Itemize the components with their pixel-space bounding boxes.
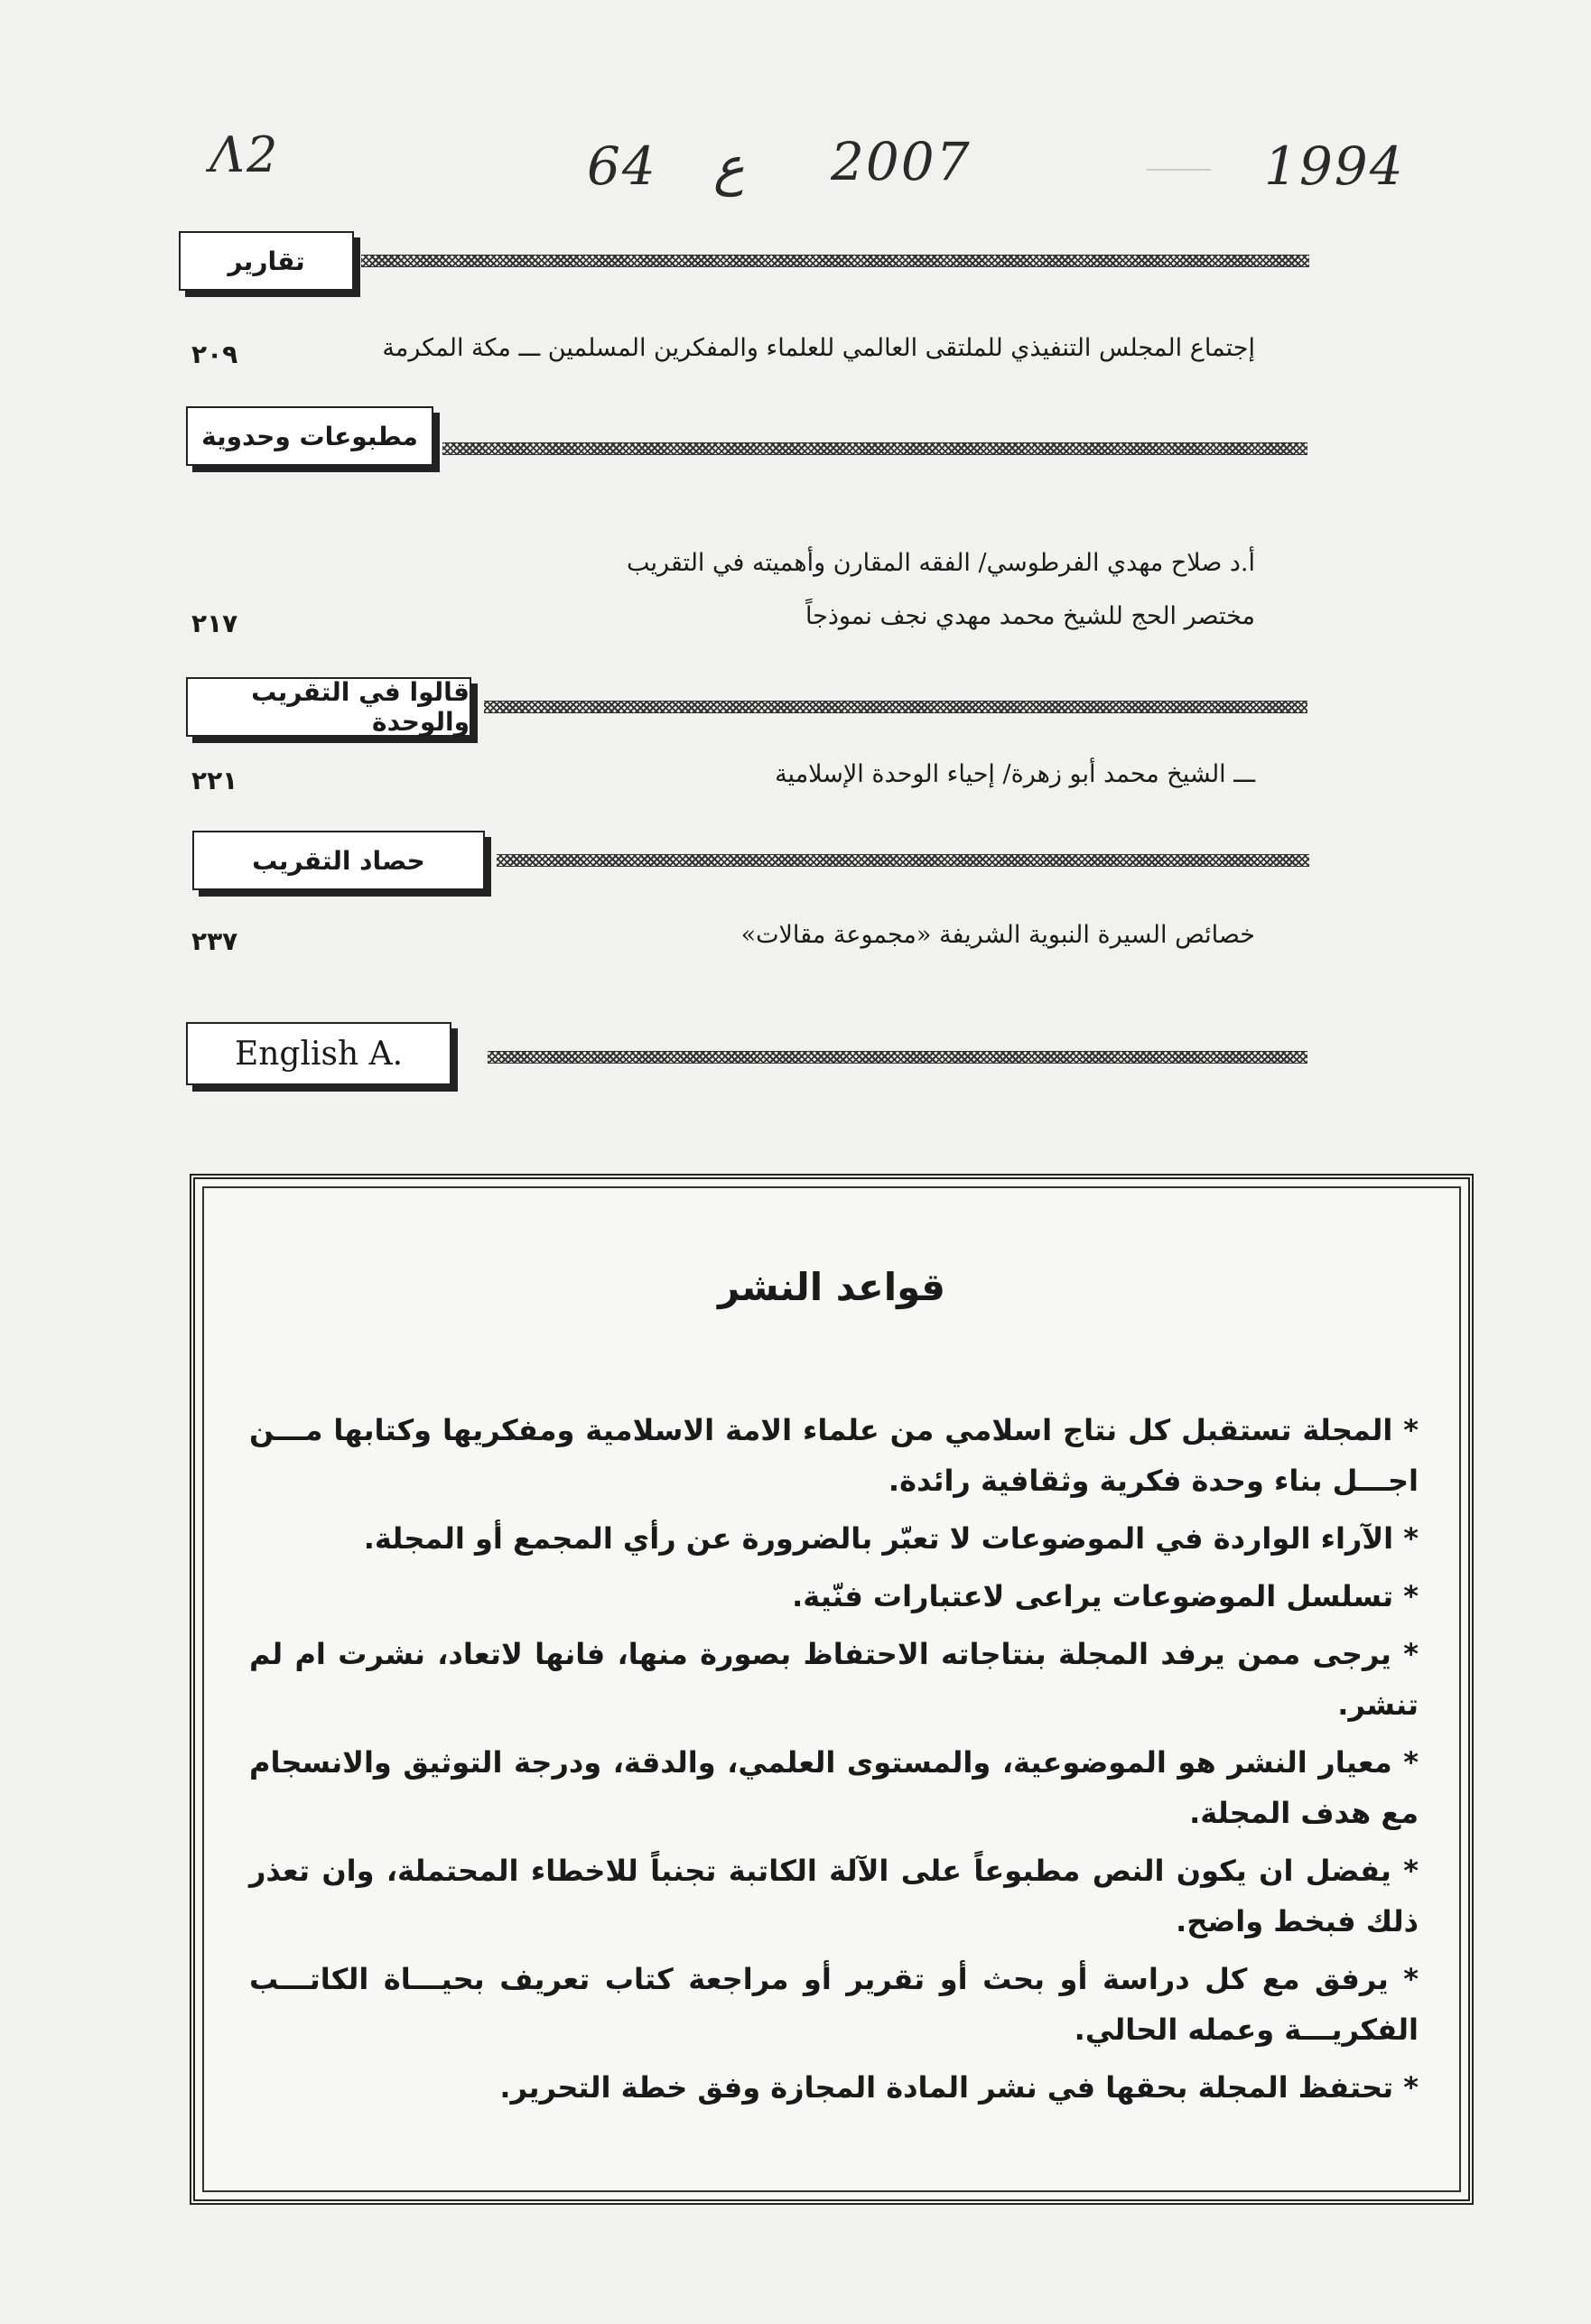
section-title: English A.	[234, 1035, 404, 1073]
handwritten-year: 2007	[831, 131, 972, 192]
toc-page-number: ٢٣٧	[191, 926, 238, 956]
section-divider	[488, 1051, 1307, 1064]
rule-item: * المجلة تستقبل كل نتاج اسلامي من علماء الامة الاسلامية ومفكريها وكتابها مـــن اجـــل بناء وحدة فكرية وثقافية رائدة.	[249, 1405, 1419, 1506]
toc-entry: إجتماع المجلس التنفيذي للملتقى العالمي للعلماء والمفكرين المسلمين ـــ مكة المكرمة	[382, 334, 1255, 362]
section-divider	[497, 854, 1309, 867]
rule-item: * يرفق مع كل دراسة أو بحث أو تقرير أو مراجعة كتاب تعريف بحيـــاة الكاتـــب الفكريـــة وعمله الحالي.	[249, 1954, 1419, 2055]
handwritten-number: 64	[587, 135, 657, 197]
toc-page-number: ٢٢١	[191, 766, 238, 795]
handwritten-right-number: 1994	[1264, 135, 1405, 197]
section-divider	[361, 255, 1309, 267]
section-title: مطبوعات وحدوية	[201, 421, 418, 451]
rule-item: * معيار النشر هو الموضوعية، والمستوى العلمي، والدقة، ودرجة التوثيق والانسجام مع هدف المجلة.	[249, 1737, 1419, 1838]
section-title: قالوا في التقريب والوحدة	[251, 677, 470, 737]
publishing-rules-box	[190, 1174, 1474, 2205]
rule-item: * يفضل ان يكون النص مطبوعاً على الآلة الكاتبة تجنباً للاخطاء المحتملة، وان تعذر ذلك فبخط واضح.	[249, 1845, 1419, 1947]
rule-item: * تحتفظ المجلة بحقها في نشر المادة المجازة وفق خطة التحرير.	[249, 2062, 1419, 2113]
toc-entry: خصائص السيرة النبوية الشريفة «مجموعة مقالات»	[740, 921, 1255, 949]
section-header-publications	[186, 406, 433, 466]
toc-page-number: ٢١٧	[191, 609, 238, 638]
section-header-reports	[179, 231, 354, 291]
rules-title: قواعد النشر	[718, 1265, 945, 1309]
rule-item: * الآراء الواردة في الموضوعات لا تعبّر بالضرورة عن رأي المجمع أو المجلة.	[249, 1513, 1419, 1564]
handwritten-left-mark: Λ2	[209, 126, 280, 183]
section-title: تقارير	[228, 246, 305, 276]
section-header-harvest	[192, 831, 485, 890]
section-title: حصاد التقريب	[252, 845, 425, 876]
section-divider	[484, 701, 1307, 713]
section-header-english	[186, 1022, 451, 1085]
toc-entry: مختصر الحج للشيخ محمد مهدي نجف نموذجاً	[805, 602, 1255, 630]
rule-item: * تسلسل الموضوعات يراعى لاعتبارات فنّية.	[249, 1571, 1419, 1622]
toc-entry: أ.د صلاح مهدي الفرطوسي/ الفقه المقارن وأهميته في التقريب	[626, 549, 1255, 577]
section-divider	[442, 442, 1307, 455]
toc-page-number: ٢٠٩	[191, 339, 238, 369]
rules-list	[249, 1405, 1419, 2120]
section-header-sayings	[186, 677, 471, 737]
rule-item: * يرجى ممن يرفد المجلة بنتاجاته الاحتفاظ بصورة منها، فانها لاتعاد، نشرت ام لم تنشر.	[249, 1629, 1419, 1730]
toc-entry: ـــ الشيخ محمد أبو زهرة/ إحياء الوحدة الإسلامية	[775, 760, 1255, 788]
handwritten-letter: ع	[713, 135, 745, 197]
bleed-through-header: ـــــــــــ	[1147, 153, 1211, 176]
